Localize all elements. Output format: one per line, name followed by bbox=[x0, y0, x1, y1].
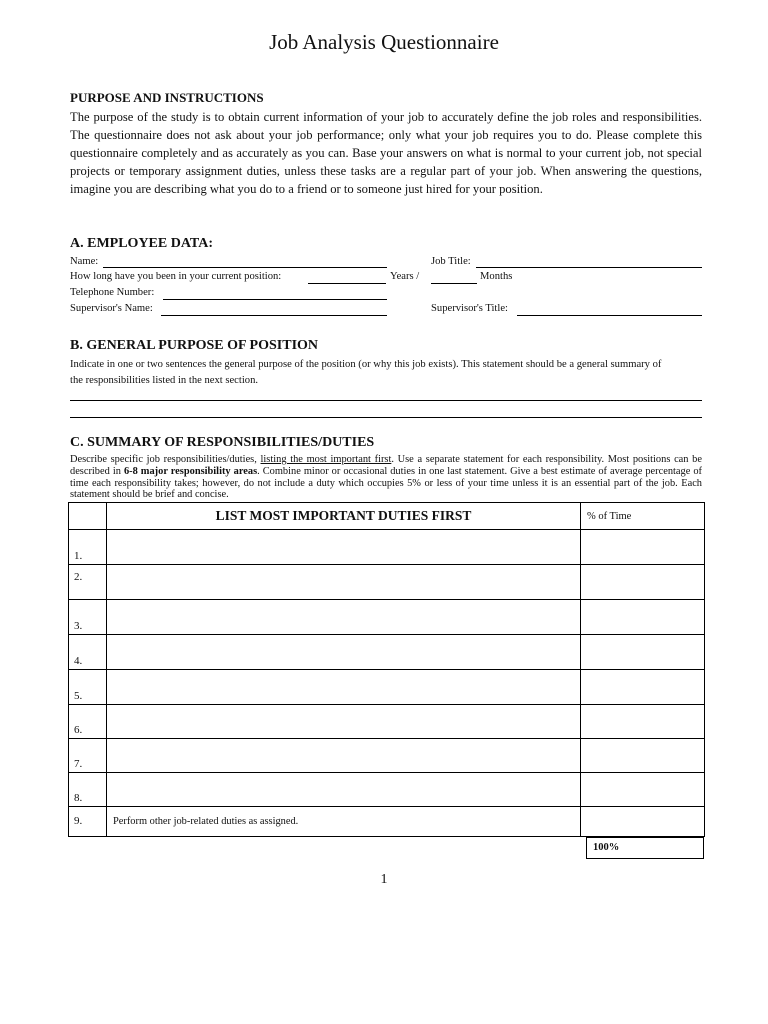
duty-description-cell[interactable] bbox=[107, 565, 581, 600]
purpose-answer-line-1[interactable] bbox=[70, 400, 702, 401]
supervisor-title-label: Supervisor's Title: bbox=[431, 303, 508, 314]
duty-description-cell[interactable] bbox=[107, 739, 581, 773]
row-number: 6. bbox=[69, 705, 107, 739]
percent-time-cell[interactable] bbox=[581, 705, 705, 739]
name-label: Name: bbox=[70, 256, 99, 267]
table-row bbox=[69, 565, 705, 600]
duties-table bbox=[68, 502, 705, 837]
duty-description-cell[interactable] bbox=[107, 530, 581, 565]
supervisor-name-field[interactable] bbox=[161, 315, 387, 316]
row-number: 8. bbox=[69, 773, 107, 807]
duty-description-cell[interactable] bbox=[107, 773, 581, 807]
percent-time-cell[interactable] bbox=[581, 635, 705, 670]
row-number: 3. bbox=[69, 600, 107, 635]
percent-time-cell[interactable] bbox=[581, 565, 705, 600]
row-number: 1. bbox=[69, 530, 107, 565]
table-row bbox=[69, 670, 705, 705]
tenure-label: How long have you been in your current position: bbox=[70, 271, 282, 282]
job-title-label: Job Title: bbox=[431, 256, 471, 267]
supervisor-name-label: Supervisor's Name: bbox=[70, 303, 153, 314]
supervisor-title-field[interactable] bbox=[517, 315, 702, 316]
section-b-text: Indicate in one or two sentences the general purpose of the position (or why this job exists). This statement should be a general summary of the responsibilities listed in the next section. bbox=[70, 359, 662, 386]
duties-column-header: LIST MOST IMPORTANT DUTIES FIRST bbox=[107, 503, 581, 530]
duty-description-cell[interactable]: Perform other job-related duties as assigned. bbox=[107, 807, 581, 837]
row-number: 4. bbox=[69, 635, 107, 670]
purpose-text: The purpose of the study is to obtain current information of your job to accurately define the job roles and responsibilities. The questionnaire does not ask about your job performance; only what your job requires you to do. Please complete this questionnaire completely and as accurately as you can. Base your answers on what is normal to your current job, not special projects or temporary assignment duties, unless these tasks are a regular part of your job. When answering the questions, imagine you are describing what you do to a friend or to someone just hired for your position. bbox=[70, 110, 702, 196]
section-c-text: Describe specific job responsibilities/duties, listing the most important first. Use a separate statement for each responsibility. Most positions can be described in 6-8 major responsibility areas. Combine minor or occasional duties in one last statement. Give a best estimate of average percentage of time each responsibility takes; however, do not include a duty which occupies 5% or less of your time unless it is an essential part of the job. Each statement should be brief and concise. bbox=[70, 454, 702, 501]
percent-time-cell[interactable] bbox=[581, 807, 705, 837]
percent-time-cell[interactable] bbox=[581, 739, 705, 773]
percent-column-header: % of Time bbox=[581, 503, 705, 530]
table-row bbox=[69, 807, 705, 837]
row-number: 7. bbox=[69, 739, 107, 773]
row-number: 9. bbox=[69, 807, 107, 837]
percent-time-cell[interactable] bbox=[581, 530, 705, 565]
table-row bbox=[69, 635, 705, 670]
section-b-heading: B. GENERAL PURPOSE OF POSITION bbox=[70, 338, 319, 353]
years-label: Years / bbox=[390, 271, 420, 282]
section-a-heading: A. EMPLOYEE DATA: bbox=[70, 236, 213, 251]
document-title: Job Analysis Questionnaire bbox=[269, 30, 499, 54]
table-row bbox=[69, 705, 705, 739]
table-row bbox=[69, 773, 705, 807]
phone-label: Telephone Number: bbox=[70, 287, 155, 298]
job-title-field[interactable] bbox=[476, 267, 702, 268]
purpose-answer-line-2[interactable] bbox=[70, 417, 702, 418]
section-c-heading: C. SUMMARY OF RESPONSIBILITIES/DUTIES bbox=[70, 435, 375, 450]
phone-field[interactable] bbox=[163, 299, 387, 300]
percent-time-cell[interactable] bbox=[581, 600, 705, 635]
months-label: Months bbox=[480, 271, 513, 282]
page-number: 1 bbox=[380, 872, 388, 887]
table-row bbox=[69, 600, 705, 635]
table-row bbox=[69, 530, 705, 565]
duty-description-cell[interactable] bbox=[107, 705, 581, 739]
percent-time-cell[interactable] bbox=[581, 773, 705, 807]
duty-description-cell[interactable] bbox=[107, 600, 581, 635]
duty-description-cell[interactable] bbox=[107, 635, 581, 670]
row-number: 5. bbox=[69, 670, 107, 705]
tenure-years-field[interactable] bbox=[308, 283, 386, 284]
table-row bbox=[69, 739, 705, 773]
row-number: 2. bbox=[69, 565, 107, 600]
purpose-heading: PURPOSE AND INSTRUCTIONS bbox=[70, 90, 264, 105]
duties-table-header bbox=[69, 503, 705, 530]
percent-total: 100% bbox=[586, 837, 704, 859]
percent-time-cell[interactable] bbox=[581, 670, 705, 705]
name-field[interactable] bbox=[103, 267, 387, 268]
tenure-months-field[interactable] bbox=[431, 283, 477, 284]
duty-description-cell[interactable] bbox=[107, 670, 581, 705]
